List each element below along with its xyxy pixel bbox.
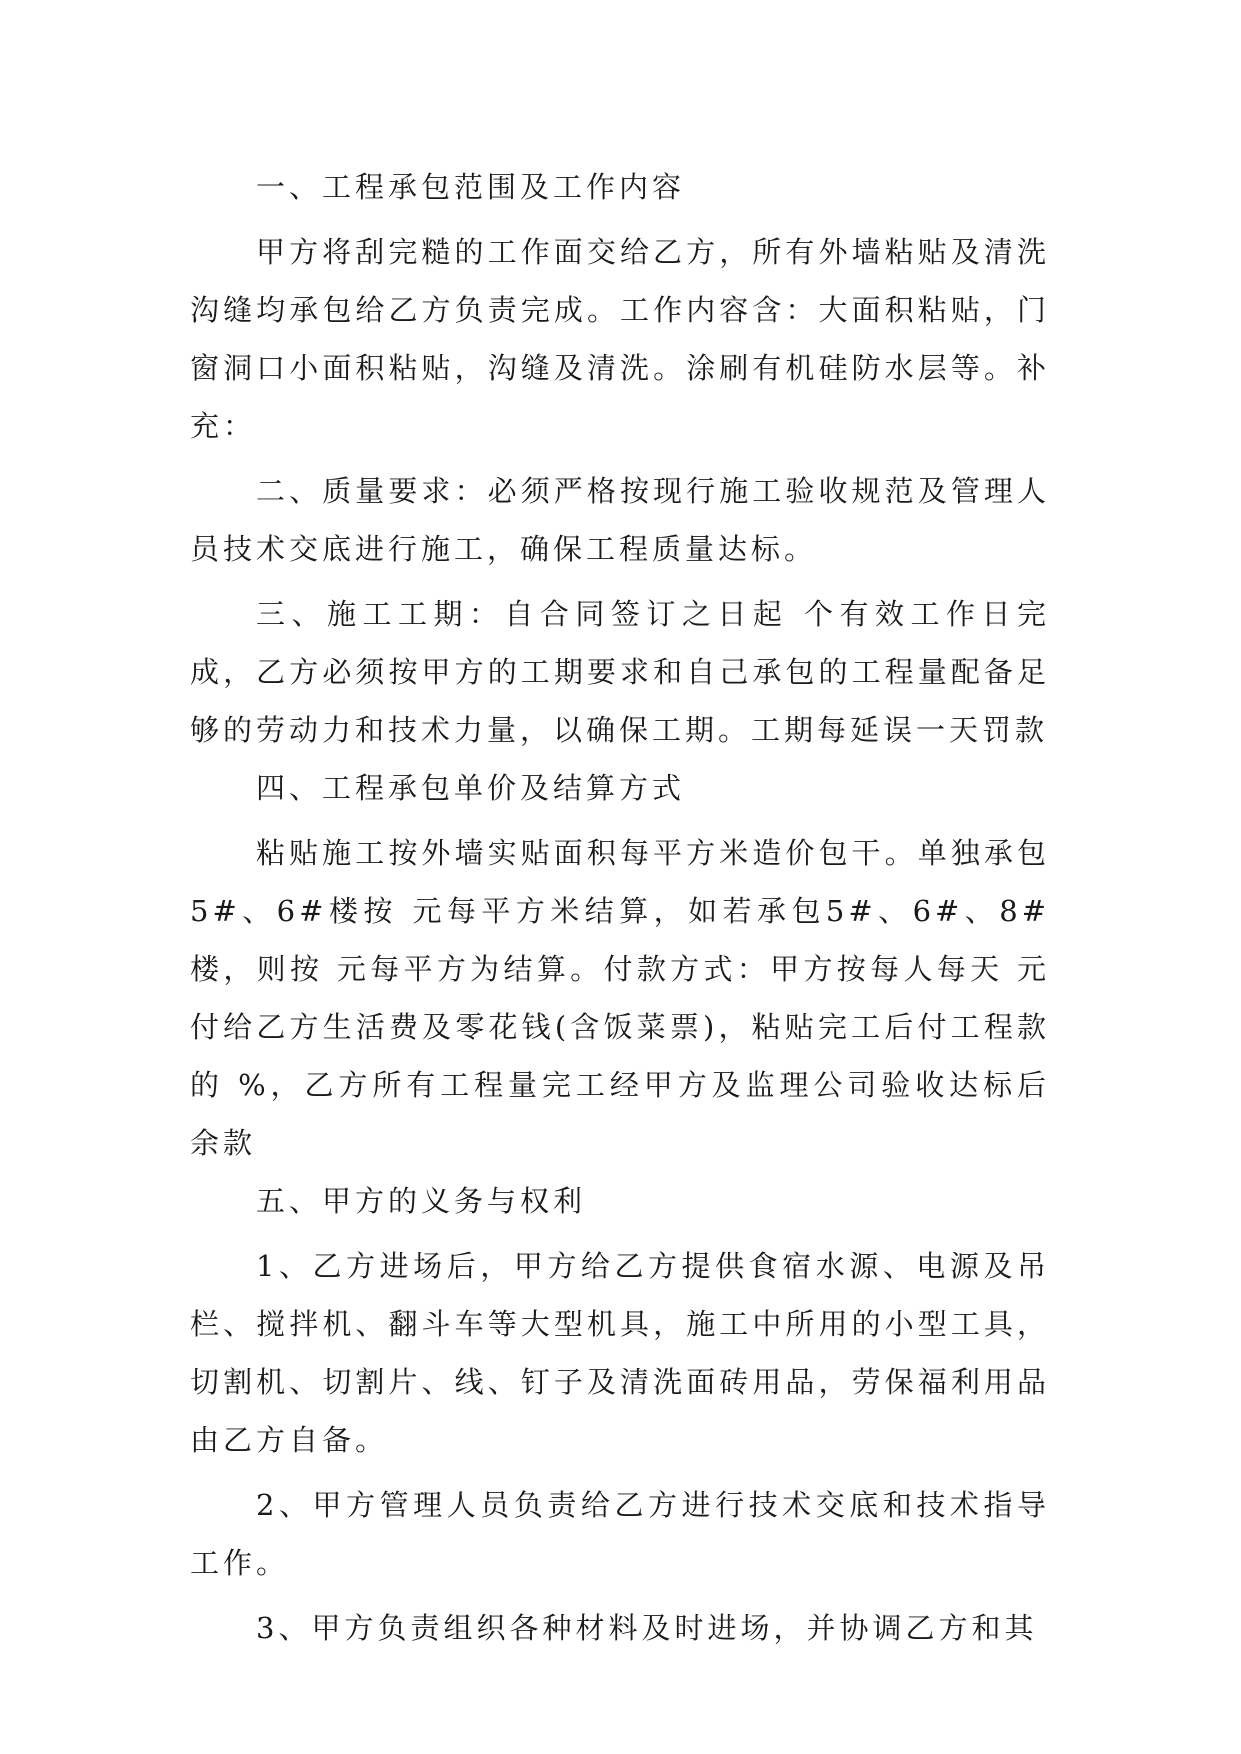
section-heading-party-a-duties: 五、甲方的义务与权利 [256, 1184, 587, 1218]
section-heading-pricing: 四、工程承包单价及结算方式 [256, 771, 686, 805]
paragraph-duty-3: 3、甲方负责组织各种材料及时进场，并协调乙方和其 [256, 1611, 1038, 1645]
paragraph-duty-2: 2、甲方管理人员负责给乙方进行技术交底和技术指导工作。 [190, 1488, 1050, 1580]
paragraph-pricing-details: 粘贴施工按外墙实贴面积每平方米造价包干。单独承包5#、6#楼按 元每平方米结算，如若承包5#、6#、8#楼，则按 元每平方为结算。付款方式：甲方按每人每天 元付给乙方生活费及零花钱(含饭菜票)，粘贴完工后付工程款的 %，乙方所有工程量完工经甲方及监理公司验收达标后余款 [190, 836, 1050, 1160]
paragraph-scope-details: 甲方将刮完糙的工作面交给乙方，所有外墙粘贴及清洗沟缝均承包给乙方负责完成。工作内容含：大面积粘贴，门窗洞口小面积粘贴，沟缝及清洗。涂刷有机硅防水层等。补充： [190, 235, 1050, 443]
paragraph-duty-1: 1、乙方进场后，甲方给乙方提供食宿水源、电源及吊栏、搅拌机、翻斗车等大型机具，施工中所用的小型工具，切割机、切割片、线、钉子及清洗面砖用品，劳保福利用品由乙方自备。 [190, 1249, 1050, 1457]
paragraph-construction-period: 三、施工工期：自合同签订之日起 个有效工作日完成，乙方必须按甲方的工期要求和自己承包的工程量配备足够的劳动力和技术力量，以确保工期。工期每延误一天罚款 [190, 597, 1050, 747]
section-heading-scope: 一、工程承包范围及工作内容 [256, 170, 686, 204]
document-body [190, 158, 1050, 1657]
paragraph-quality-requirements: 二、质量要求：必须严格按现行施工验收规范及管理人员技术交底进行施工，确保工程质量达标。 [190, 474, 1050, 566]
